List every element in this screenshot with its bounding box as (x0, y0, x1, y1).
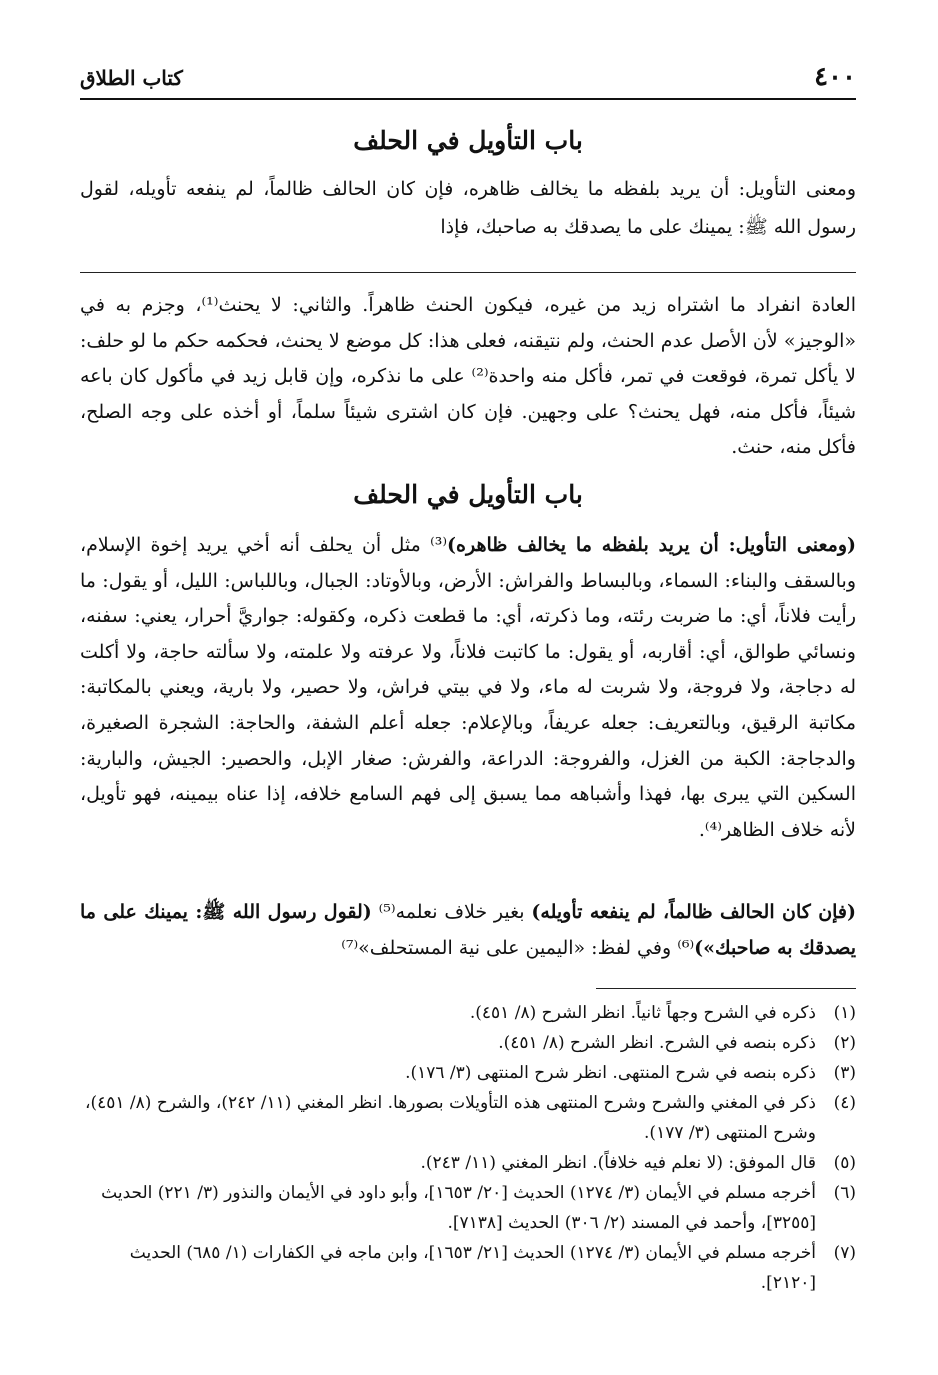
footnote-number: (٦) (833, 1183, 856, 1203)
commentary-text-1: مثل أن يحلف أنه أخي يريد إخوة الإسلام، وبالسقف والبناء: السماء، وبالبساط والفراش: الأرض، وبالأوتاد: الجبال، وباللباس: الليل، أو يقول: ما رأيت فلاناً، أي: ما ضربت رئته، وما ذكرته، أي: ما قطعت ذكره، وكقوله: جواريَّ أحرار، يعني: سفنه، ونسائي طوالق، أي: أقاربه، أو يقول: ما كاتبت فلاناً، ولا عرفته ولا علمته، ولا سألته حاجة، ولا أكلت له دجاجة، ولا فروجة، ولا شربت له ماء، ولا في بيتي فراش، ولا حصير، ولا بارية، ويعني بالمكاتبة: مكاتبة الرقيق، وبالتعريف: جعله عريفاً، وبالإعلام: جعله أعلم الشفة، والحاجة: الشجرة الصغيرة، والدجاجة: الكبة من الغزل، والفروجة: الدراعة، والفرش: صغار الإبل، والحصير: الجيش، والبارية: السكين التي يبرى بها، فهذا وأشباهه مما يسبق إلى فهم السامع خلافه، إذا عناه بيمينه، فهو تأويل، لأنه خلاف الظاهر⁽⁴⁾. (80, 534, 856, 841)
lower-chapter-heading: باب التأويل في الحلف (353, 480, 583, 509)
section-divider (80, 272, 856, 273)
commentary-text-2b: ⁽⁶⁾ وفي لفظ: «اليمين على نية المستحلف»⁽⁷⁾ (341, 936, 695, 959)
footnote (80, 1058, 856, 1088)
footnote-number: (٣) (833, 1063, 856, 1083)
footnote-text: أخرجه مسلم في الأيمان (٣/ ١٢٧٤) الحديث [٢١/ ١٦٥٣]، وابن ماجه في الكفارات (١/ ٦٨٥) الحديث [٢١٢٠]. (129, 1243, 816, 1293)
footnote-text: ذكره بنصه في الشرح. انظر الشرح (٨/ ٤٥١). (498, 1033, 816, 1053)
quoted-matn-2: (فإن كان الحالف ظالماً، لم ينفعه تأويله) (531, 901, 857, 923)
upper-chapter-heading: باب التأويل في الحلف (353, 126, 583, 155)
footnote-text: أخرجه مسلم في الأيمان (٣/ ١٢٧٤) الحديث [٢٠/ ١٦٥٣]، وأبو داود في الأيمان والنذور (٣/ ٢٢١) الحديث [٣٢٥٥]، وأحمد في المسند (٢/ ٣٠٦) الحديث [٧١٣٨]. (101, 1183, 816, 1233)
carryover-commentary: العادة انفراد ما اشتراه زيد من غيره، فيكون الحنث ظاهراً. والثاني: لا يحنث⁽¹⁾، وجزم به في «الوجيز» لأن الأصل عدم الحنث، ولم نتيقنه، فعلى هذا: كل موضع لا يحنث، فحكمه حكم ما لو حلف: لا يأكل تمرة، فوقعت في تمر، فأكل منه واحدة⁽²⁾ على ما نذكره، وإن قابل زيد في مأكول كان باعه شيئاً، فأكل منه، فهل يحنث؟ على وجهين. فإن كان اشترى شيئاً سلماً، أو أخذه على وجه الصلح، فأكل منه، حنث. (80, 294, 856, 459)
footnote-number: (٧) (833, 1243, 856, 1263)
footnote-text: ذكره بنصه في شرح المنتهى. انظر شرح المنتهى (٣/ ١٧٦). (405, 1063, 816, 1083)
quoted-matn-3: (لقول رسول الله ﷺ: يمينك على ما يصدقك به صاحبك») (80, 901, 856, 959)
footnotes (80, 998, 856, 1298)
header-rule (80, 98, 856, 100)
upper-text-paragraph: ومعنى التأويل: أن يريد بلفظه ما يخالف ظاهره، فإن كان الحالف ظالماً، لم ينفعه تأويله، لقول رسول الله ﷺ: يمينك على ما يصدقك به صاحبك، فإذا (80, 178, 856, 238)
page-number: ٤٠٠ (814, 62, 856, 92)
footnote-text: ذكره في الشرح وجهاً ثانياً. انظر الشرح (٨/ ٤٥١). (469, 1003, 816, 1023)
footnote-number: (٢) (833, 1033, 856, 1053)
footnote-text: ذكر في المغني والشرح وشرح المنتهى هذه التأويلات بصورها. انظر المغني (١١/ ٢٤٢)، والشرح (٨/ ٤٥١)، وشرح المنتهى (٣/ ١٧٧). (84, 1093, 816, 1143)
running-head (80, 62, 856, 98)
footnote-text: قال الموفق: (لا نعلم فيه خلافاً). انظر المغني (١١/ ٢٤٣). (420, 1153, 816, 1173)
footnote (80, 1238, 856, 1298)
footnote-ref-3: ⁽³⁾ (430, 534, 448, 556)
commentary-paragraph-1 (80, 528, 856, 848)
footnote-number: (٤) (833, 1093, 856, 1113)
quoted-matn-1: (ومعنى التأويل: أن يريد بلفظه ما يخالف ظاهره) (447, 534, 856, 556)
footnote (80, 1178, 856, 1238)
book-title: كتاب الطلاق (80, 66, 183, 90)
footnote-separator (596, 988, 856, 989)
footnote-number: (٥) (833, 1153, 856, 1173)
footnote (80, 1148, 856, 1178)
commentary-paragraph-2 (80, 895, 856, 966)
footnote (80, 998, 856, 1028)
footnote-number: (١) (833, 1003, 856, 1023)
footnote (80, 1028, 856, 1058)
footnote (80, 1088, 856, 1148)
commentary-text-2a: بغير خلاف نعلمه⁽⁵⁾ (371, 901, 532, 923)
